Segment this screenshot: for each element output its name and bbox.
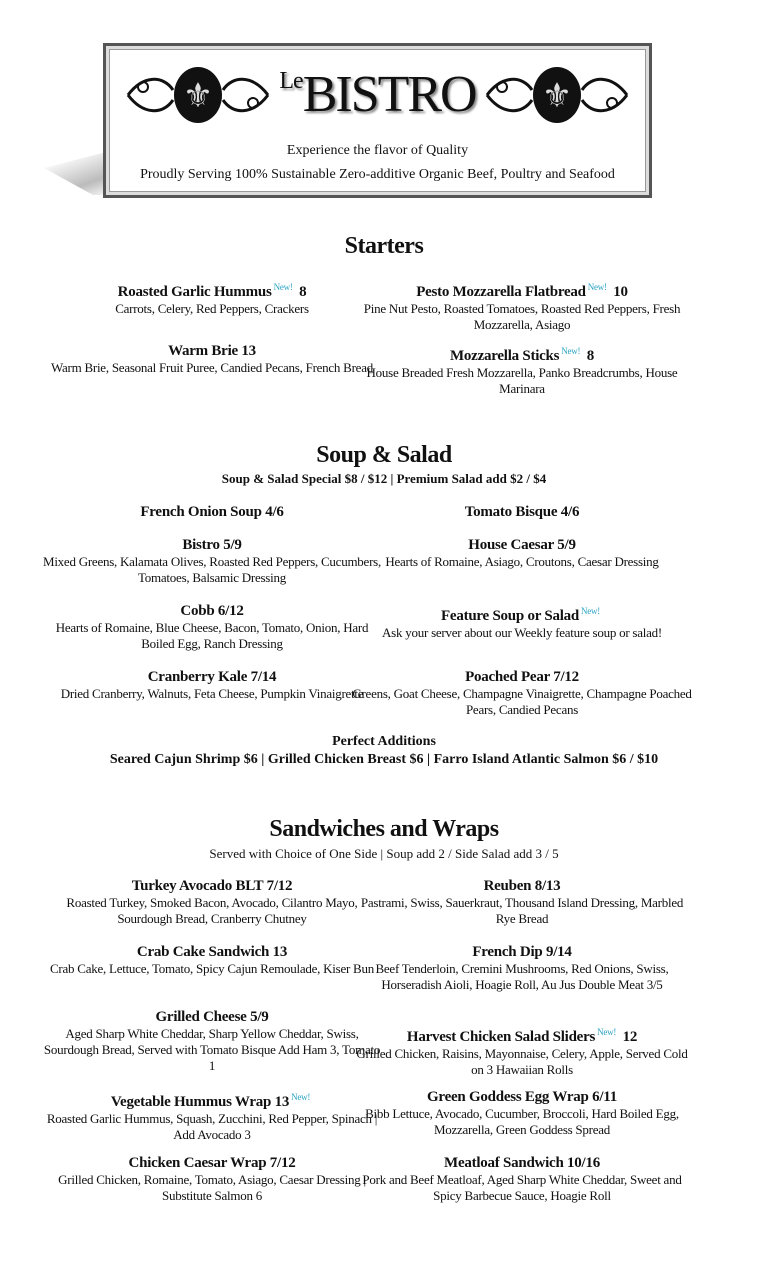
item-name: Vegetable Hummus Wrap	[110, 1094, 272, 1110]
logo-prefix: Le	[279, 68, 303, 94]
item-description: Bibb Lettuce, Avocado, Cucumber, Broccoli, Hard Boiled Egg, Mozzarella, Green Goddess Spread	[365, 1106, 679, 1137]
item-description: Carrots, Celery, Red Peppers, Crackers	[115, 301, 309, 316]
item-name-line	[352, 536, 692, 554]
new-badge: New!	[291, 1092, 311, 1102]
item-price: 7/14	[250, 669, 277, 685]
item-price: 7/12	[266, 878, 293, 894]
item-price: 5/9	[250, 1009, 269, 1025]
item-price: 5/9	[557, 537, 576, 553]
perfect-additions: Seared Cajun Shrimp $6 | Grilled Chicken Breast $6 | Farro Island Atlantic Salmon $6 / $10	[109, 752, 659, 767]
item-price: 5/9	[223, 537, 242, 553]
new-badge: New!	[580, 606, 600, 616]
item-name: Meatloaf Sandwich	[444, 1155, 564, 1171]
item-description: Greens, Goat Cheese, Champagne Vinaigrette, Champagne Poached Pears, Candied Pecans	[352, 686, 692, 717]
item-price: 12	[622, 1029, 638, 1045]
item-name: French Onion Soup	[140, 504, 262, 520]
item-name-line	[42, 342, 382, 360]
menu-item	[352, 536, 692, 570]
tagline: Experience the flavor of Quality	[286, 143, 469, 158]
item-name: Grilled Cheese	[155, 1009, 247, 1025]
item-description: Pastrami, Swiss, Sauerkraut, Thousand Island Dressing, Marbled Rye Bread	[360, 895, 684, 926]
menu-item	[352, 668, 692, 718]
item-description: Pork and Beef Meatloaf, Aged Sharp White Cheddar, Sweet and Spicy Barbecue Sauce, Hoagie Roll	[362, 1172, 682, 1203]
menu-item	[42, 877, 382, 927]
menu-item	[42, 1088, 382, 1143]
item-name-line	[352, 342, 692, 365]
item-name-line	[42, 503, 382, 521]
section-title-starters: Starters	[344, 233, 424, 259]
item-description: Aged Sharp White Cheddar, Sharp Yellow Cheddar, Swiss, Sourdough Bread, Served with Tomato Bisque Add Ham 3, Tomato 1	[43, 1026, 381, 1073]
item-name: Mozzarella Sticks	[450, 348, 560, 364]
item-description: Hearts of Romaine, Asiago, Croutons, Caesar Dressing	[385, 554, 659, 569]
item-price: 4/6	[560, 504, 580, 520]
item-price: 8	[299, 284, 307, 300]
logo-name: BISTRO	[302, 66, 476, 123]
item-price: 4/6	[265, 504, 284, 520]
item-description: Beef Tenderloin, Cremini Mushrooms, Red Onions, Swiss, Horseradish Aioli, Hoagie Roll, Au Jus Double Meat 3/5	[375, 961, 669, 992]
item-name-line	[42, 1154, 382, 1172]
item-name: Tomato Bisque	[464, 504, 558, 520]
new-badge: New!	[587, 282, 607, 292]
menu-item	[352, 503, 692, 521]
item-name: Green Goddess Egg Wrap	[427, 1089, 589, 1105]
item-name-line	[352, 943, 692, 961]
item-name: Crab Cake Sandwich	[136, 944, 270, 960]
item-price: 13	[272, 944, 288, 960]
svg-text:⚜: ⚜	[541, 78, 572, 115]
item-name: Roasted Garlic Hummus	[117, 284, 272, 300]
menu-item	[352, 342, 692, 397]
item-name: Warm Brie	[168, 343, 238, 359]
item-name-line	[352, 877, 692, 895]
item-name: Bistro	[182, 537, 220, 553]
item-price: 6/11	[592, 1089, 617, 1105]
new-badge: New!	[273, 282, 293, 292]
item-name: Reuben	[483, 878, 532, 894]
fleur-de-lis-ornament-icon	[123, 65, 273, 125]
item-price: 7/12	[553, 669, 579, 685]
menu-item	[352, 602, 692, 641]
item-name: Harvest Chicken Salad Sliders	[406, 1029, 596, 1045]
item-name: Pesto Mozzarella Flatbread	[416, 284, 586, 300]
item-name-line	[352, 503, 692, 521]
item-price: 8/13	[534, 878, 561, 894]
menu-item	[352, 1088, 692, 1138]
sandwiches-subtitle: Served with Choice of One Side | Soup add 2 / Side Salad add 3 / 5	[209, 846, 559, 861]
subtagline: Proudly Serving 100% Sustainable Zero-additive Organic Beef, Poultry and Seafood	[140, 167, 615, 182]
item-description: Roasted Garlic Hummus, Squash, Zucchini, Red Pepper, Spinach | Add Avocado 3	[46, 1111, 378, 1142]
soup-salad-special: Soup & Salad Special $8 / $12 | Premium Salad add $2 / $4	[221, 471, 547, 486]
item-price: 13	[241, 343, 256, 359]
perfect-additions-title: Perfect Additions	[332, 734, 436, 749]
menu-item	[352, 1154, 692, 1204]
menu-item	[42, 1008, 382, 1074]
item-name-line	[352, 602, 692, 625]
item-price: 8	[586, 348, 594, 364]
item-description: Pine Nut Pesto, Roasted Tomatoes, Roasted Red Peppers, Fresh Mozzarella, Asiago	[363, 301, 681, 332]
item-description: Mixed Greens, Kalamata Olives, Roasted Red Peppers, Cucumbers, Tomatoes, Balsamic Dressing	[43, 554, 381, 585]
item-name-line	[42, 1088, 382, 1111]
svg-text:⚜: ⚜	[183, 78, 214, 115]
item-description: Ask your server about our Weekly feature soup or salad!	[382, 625, 662, 640]
item-name-line	[42, 943, 382, 961]
new-badge: New!	[561, 346, 581, 356]
item-name-line	[42, 536, 382, 554]
menu-item	[352, 943, 692, 993]
item-price: 10	[613, 284, 628, 300]
item-description: Crab Cake, Lettuce, Tomato, Spicy Cajun Remoulade, Kiser Bun	[50, 961, 374, 976]
menu-item	[352, 1023, 692, 1078]
item-name: Turkey Avocado BLT	[131, 878, 264, 894]
item-name-line	[352, 1023, 692, 1046]
menu-item	[42, 943, 382, 977]
item-name-line	[42, 668, 382, 686]
item-price: 13	[274, 1094, 290, 1110]
item-name: Feature Soup or Salad	[441, 608, 579, 624]
item-name: House Caesar	[468, 537, 554, 553]
item-name-line	[42, 602, 382, 620]
item-price: 10/16	[567, 1155, 600, 1171]
menu-item	[42, 668, 382, 702]
item-name-line	[352, 668, 692, 686]
item-price: 9/14	[545, 944, 572, 960]
item-description: Hearts of Romaine, Blue Cheese, Bacon, Tomato, Onion, Hard Boiled Egg, Ranch Dressing	[55, 620, 369, 651]
item-name-line	[352, 1088, 692, 1106]
item-name-line	[42, 1008, 382, 1026]
menu-item	[42, 1154, 382, 1204]
item-name: Cranberry Kale	[147, 669, 248, 685]
item-description: House Breaded Fresh Mozzarella, Panko Breadcrumbs, House Marinara	[366, 365, 678, 396]
menu-item	[42, 602, 382, 652]
item-name: French Dip	[472, 944, 543, 960]
logo	[106, 60, 649, 130]
item-name-line	[352, 278, 692, 301]
item-price: 6/12	[217, 603, 244, 619]
item-name: Poached Pear	[465, 669, 550, 685]
menu-item	[352, 278, 692, 333]
new-badge: New!	[597, 1027, 617, 1037]
menu-item	[42, 503, 382, 521]
item-name-line	[42, 877, 382, 895]
item-name: Cobb	[180, 603, 215, 619]
menu-item	[42, 342, 382, 376]
menu-item	[42, 536, 382, 586]
menu-item	[42, 278, 382, 317]
item-name: Chicken Caesar Wrap	[128, 1155, 267, 1171]
menu-item	[352, 877, 692, 927]
item-name-line	[42, 278, 382, 301]
item-description: Warm Brie, Seasonal Fruit Puree, Candied Pecans, French Bread	[51, 360, 373, 375]
fleur-de-lis-ornament-icon	[482, 65, 632, 125]
logo-text	[279, 66, 476, 123]
item-description: Grilled Chicken, Raisins, Mayonnaise, Celery, Apple, Served Cold on 3 Hawaiian Rolls	[356, 1046, 688, 1077]
item-description: Dried Cranberry, Walnuts, Feta Cheese, Pumpkin Vinaigrette	[60, 686, 364, 701]
item-description: Grilled Chicken, Romaine, Tomato, Asiago, Caesar Dressing | Substitute Salmon 6	[58, 1172, 366, 1203]
header-banner	[103, 43, 652, 198]
item-name-line	[352, 1154, 692, 1172]
section-title-sandwiches: Sandwiches and Wraps	[269, 816, 499, 842]
item-price: 7/12	[269, 1155, 296, 1171]
item-description: Roasted Turkey, Smoked Bacon, Avocado, Cilantro Mayo, Sourdough Bread, Cranberry Chutney	[66, 895, 358, 926]
section-title-soup-salad: Soup & Salad	[316, 442, 452, 468]
